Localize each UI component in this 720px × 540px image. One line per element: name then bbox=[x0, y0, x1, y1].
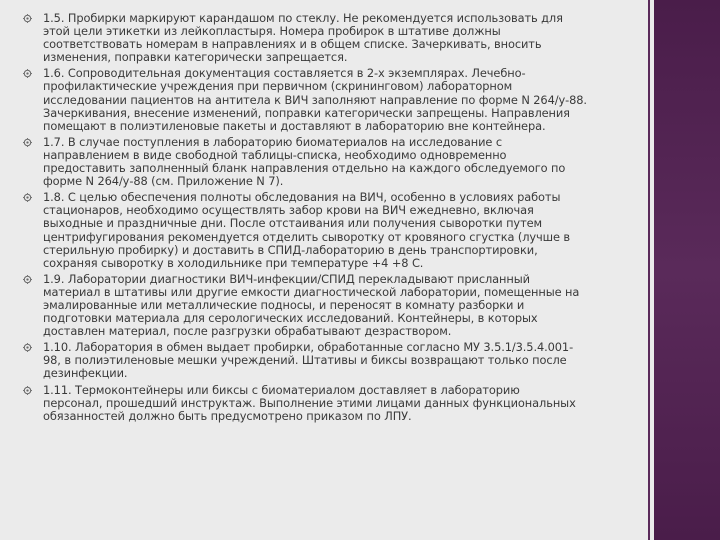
list-item bbox=[20, 67, 645, 132]
gear-bullet-icon bbox=[23, 14, 32, 23]
list-item-text: 1.11. Термоконтейнеры или биксы с биоматериалом доставляет в лабораторию персонал, прошедший инструктаж. Выполнение этими лицами данных функциональных обязанностей должно быть предусмотрено приказом по ЛПУ. bbox=[43, 382, 576, 423]
side-accent-bar bbox=[654, 0, 720, 540]
gear-bullet-icon bbox=[23, 69, 32, 78]
list-item bbox=[20, 12, 645, 64]
list-item-text: 1.9. Лаборатории диагностики ВИЧ-инфекции/СПИД перекладывают присланный материал в штативы или другие емкости диагностической лаборатории, помещенные на эмалированные или металлические подносы, и переносят в комнату разборки и подготовки материала для серологических исследований. Контейнеры, в которых доставлен материал, после разгрузки обрабатывают дезраствором. bbox=[43, 271, 580, 339]
list-item bbox=[20, 273, 645, 338]
gear-bullet-icon bbox=[23, 193, 32, 202]
gear-bullet-icon bbox=[23, 343, 32, 352]
gear-bullet-icon bbox=[23, 275, 32, 284]
list-item-text: 1.10. Лаборатория в обмен выдает пробирки, обработанные согласно МУ 3.5.1/3.5.4.001- 98, в полиэтиленовые мешки учреждений. Штативы и биксы возвращают только после дезинфекции. bbox=[43, 340, 574, 381]
bullet-list bbox=[20, 12, 645, 426]
list-item-text: 1.6. Сопроводительная документация составляется в 2-х экземплярах. Лечебно- профилактические учреждения при первичном (скрининговом) лабораторном исследовании пациентов на антитела к ВИЧ заполняют направление по форме N 264/у-88. Зачеркивания, внесение изменений, поправки категорически запрещены. Направления помещают в полиэтиленовые пакеты и доставляют в лабораторию вне контейнера. bbox=[43, 66, 587, 133]
list-item bbox=[20, 136, 645, 188]
gear-bullet-icon bbox=[23, 138, 32, 147]
list-item bbox=[20, 341, 645, 380]
list-item bbox=[20, 384, 645, 423]
list-item-text: 1.7. В случае поступления в лабораторию биоматериалов на исследование с направлением в виде свободной таблицы-списка, необходимо одновременно предоставить заполненный бланк направления отдельно на каждого обследуемого по форме N 264/у-88 (см. Приложение N 7). bbox=[43, 134, 566, 189]
gear-bullet-icon bbox=[23, 386, 32, 395]
side-divider bbox=[648, 0, 650, 540]
list-item-text: 1.8. С целью обеспечения полноты обследования на ВИЧ, особенно в условиях работы стационаров, необходимо осуществлять забор крови на ВИЧ ежедневно, включая выходные и праздничные дни. После отстаивания или получения сыворотки путем центрифугирования рекомендуется отделить сыворотку от кровяного сгустка (лучше в стерильную пробирку) и доставить в СПИД-лабораторию в день транспортировки, сохраняя сыворотку в холодильнике при температуре +4 +8 С. bbox=[43, 190, 571, 270]
list-item bbox=[20, 191, 645, 270]
list-item-text: 1.5. Пробирки маркируют карандашом по стеклу. Не рекомендуется использовать для этой цели этикетки из лейкопластыря. Номера пробирок в штативе должны соответствовать номерам в направлениях и в общем списке. Зачеркивать, вносить изменения, поправки категорически запрещается. bbox=[43, 11, 563, 65]
